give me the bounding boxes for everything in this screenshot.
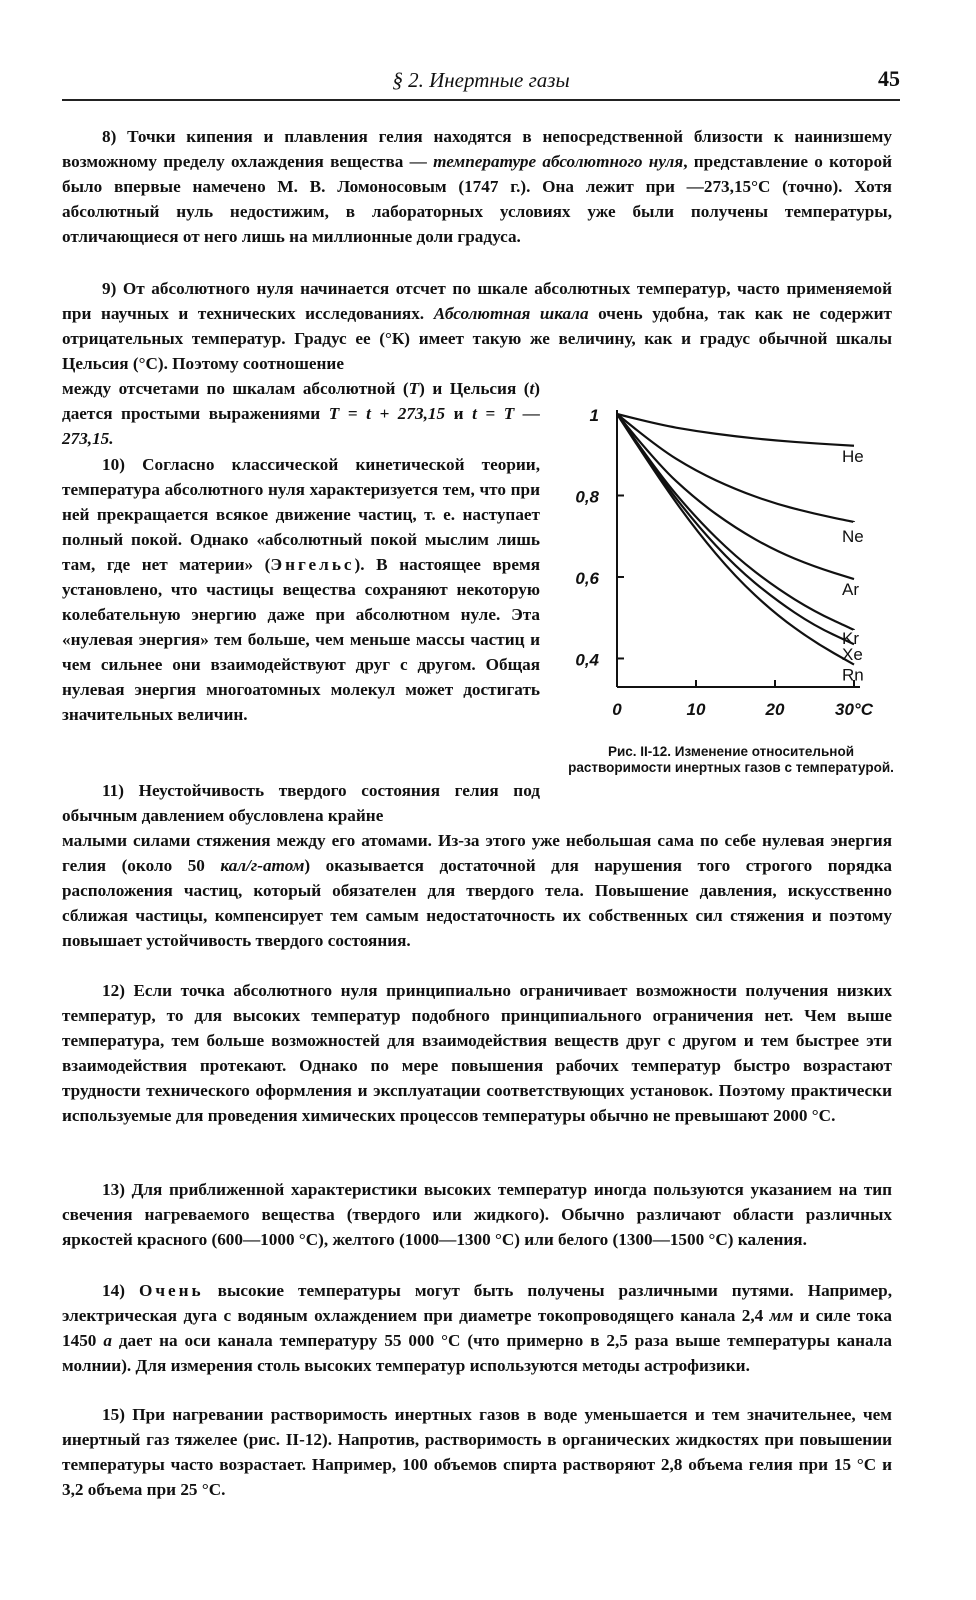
formula-celsius: t = T — 273,15.: [62, 404, 540, 448]
x-tick-label: 30°С: [835, 700, 873, 719]
paragraph-13: [62, 1177, 892, 1252]
author-spaced: Энгельс: [270, 555, 355, 574]
paragraph-text: ) оказывается достаточной для нарушения того строгого порядка расположения частиц, который обязателен для твердого тела. Повышение давления, искусственно сближая частицы, компенсирует тем самым недостаточность их собственных сил стяжения и поэтому повышает устойчивость твердого состояния.: [62, 856, 892, 950]
paragraph-number: 11): [102, 781, 124, 800]
paragraph-number: 12): [102, 981, 125, 1000]
unit-italic: а: [103, 1331, 112, 1350]
x-tick-label: 20: [765, 700, 785, 719]
paragraph-text: Согласно классической кинетической теории, температура абсолютного нуля характеризуется тем, что при ней прекращается всякое движение частиц, т. е. наступает полный покой. Однако «абсолютный покой мыслим лишь там, где нет материи» (: [62, 455, 540, 574]
paragraph-12: [62, 978, 892, 1128]
paragraph-number: 9): [102, 279, 117, 298]
term-italic: температуре абсолютного нуля: [433, 152, 684, 171]
paragraph-text: Неустойчивость твердого состояния гелия под обычным давлением обусловлена крайне: [62, 781, 540, 825]
paragraph-text: ) и Цельсия (: [419, 379, 530, 398]
paragraph-text: между отсчетами по шкалам абсолютной (: [62, 379, 409, 398]
series-label-rn: Rn: [842, 665, 864, 685]
series-label-ar: Ar: [842, 580, 859, 600]
figure-caption: Рис. II-12. Изменение относительной растворимости инертных газов с температурой.: [568, 744, 894, 775]
paragraph-number: 10): [102, 455, 125, 474]
paragraph-text: ) дается простыми выражениями: [62, 379, 540, 423]
paragraph-11-rest: [62, 828, 892, 953]
emphasis-spaced: Очень: [138, 1281, 204, 1300]
paragraph-text: дает на оси канала температуру 55 000 °С (что примерно в 2,5 раза выше температуры канала молнии). Для измерения столь высоких температур используются методы астрофизики.: [62, 1331, 893, 1375]
symbol-t: t: [529, 379, 535, 398]
paragraph-9-continuation: [62, 376, 540, 451]
paragraph-text: и: [445, 404, 473, 423]
paragraph-15: [62, 1402, 892, 1502]
x-tick-label: 10: [686, 700, 706, 719]
paragraph-text: Если точка абсолютного нуля принципиально ограничивает возможности получения низких температур, то для высоких температур подобного принципиального ограничения нет. Чем выше температура, тем больше возможностей для взаимодействия веществ друг с другом и тем быстрее эти взаимодействия протекают. Однако по мере повышения рабочих температур быстро возрастают трудности технического оформления и эксплуатации соответствующих установок. Поэтому практически используемые для проведения химических процессов температуры обычно не превышают 2000 °С.: [62, 981, 892, 1125]
term-italic: Абсолютная шкала: [433, 304, 589, 323]
series-label-he: He: [842, 446, 864, 466]
paragraph-number: 8): [102, 127, 117, 146]
paragraph-text: При нагревании растворимость инертных газов в воде уменьшается и тем значительнее, чем инертный газ тяжелее (рис. II-12). Напротив, растворимость в органических жидкостях при повышении температуры часто возрастает. Например, 100 объемов спирта растворяют 2,8 объема гелия при 15 °С и 3,2 объема при 25 °С.: [62, 1405, 892, 1499]
y-tick-label: 1: [589, 406, 599, 425]
formula-kelvin: T = t + 273,15: [328, 404, 446, 423]
paragraph-text: От абсолютного нуля начинается отсчет по шкале абсолютных температур, часто применяемой при научных и технических исследованиях.: [62, 279, 892, 323]
paragraph-number: 14): [102, 1281, 125, 1300]
paragraph-text: и силе тока 1450: [62, 1306, 892, 1350]
paragraph-text: , представление о которой было впервые намечено М. В. Ломоносовым (1747 г.). Она лежит при —273,15°С (точно). Хотя абсолютный нуль недостижим, в лабораторных условиях уже были получены температуры, отличающиеся от него лишь на миллионные доли градуса.: [62, 152, 892, 246]
paragraph-text: очень удобна, так как не содержит отрицательных температур. Градус ее (°К) имеет такую же величину, как и градус обычной шкалы Цельсия (°С). Поэтому соотношение: [62, 304, 892, 373]
paragraph-text: малыми силами стяжения между его атомами. Из-за этого уже небольшая сама по себе нулевая энергия гелия (около 50: [62, 831, 892, 875]
page-number: 45: [878, 66, 900, 91]
y-tick-label: 0,4: [575, 650, 599, 670]
unit-italic: мм: [769, 1306, 794, 1325]
paragraph-10: [62, 452, 540, 727]
paragraph-text: Для приближенной характеристики высоких температур иногда пользуются указанием на тип свечения нагреваемого вещества (твердого или жидкого). Обычно различают области различных яркостей красного (600—1000 °С), желтого (1000—1300 °С) или белого (1300—1500 °С) каления.: [62, 1180, 892, 1249]
paragraph-number: 15): [102, 1405, 125, 1424]
paragraph-11-start: [62, 778, 540, 828]
y-tick-label: 0,8: [575, 487, 599, 507]
paragraph-9: [62, 276, 892, 376]
paragraph-text: высокие температуры могут быть получены различными путями. Например, электрическая дуга с водяным охлаждением при диаметре токопроводящего канала 2,4: [62, 1281, 893, 1325]
unit-italic: кал/г-атом: [220, 856, 305, 875]
paragraph-8: [62, 124, 892, 249]
series-line-xe: [617, 414, 854, 644]
header-rule: [62, 99, 900, 101]
y-tick-label: 0,6: [575, 568, 599, 588]
series-line-kr: [617, 414, 854, 630]
chart-svg: [562, 400, 902, 740]
paragraph-number: 13): [102, 1180, 125, 1199]
series-label-ne: Ne: [842, 526, 864, 546]
x-tick-label: 0: [612, 700, 622, 719]
figure-solubility-chart: [562, 400, 902, 790]
paragraph-text: Точки кипения и плавления гелия находятся в непосредственной близости к наинизшему возможному пределу охлаждения вещества —: [62, 127, 892, 171]
series-label-kr: Kr: [842, 628, 859, 648]
series-label-xe: Xe: [842, 645, 863, 665]
paragraph-14: [62, 1278, 892, 1378]
symbol-T: T: [408, 379, 420, 398]
paragraph-text: ). В настоящее время установлено, что частицы вещества сохраняют некоторую колебательную энергию даже при абсолютном нуле. Эта «нулевая энергия» тем больше, чем меньше массы частиц и чем сильнее они взаимодействуют друг с другом. Общая нулевая энергия многоатомных молекул может достигать значительных величин.: [62, 555, 540, 724]
running-title: § 2. Инертные газы: [392, 68, 570, 92]
page-header: [62, 66, 900, 96]
